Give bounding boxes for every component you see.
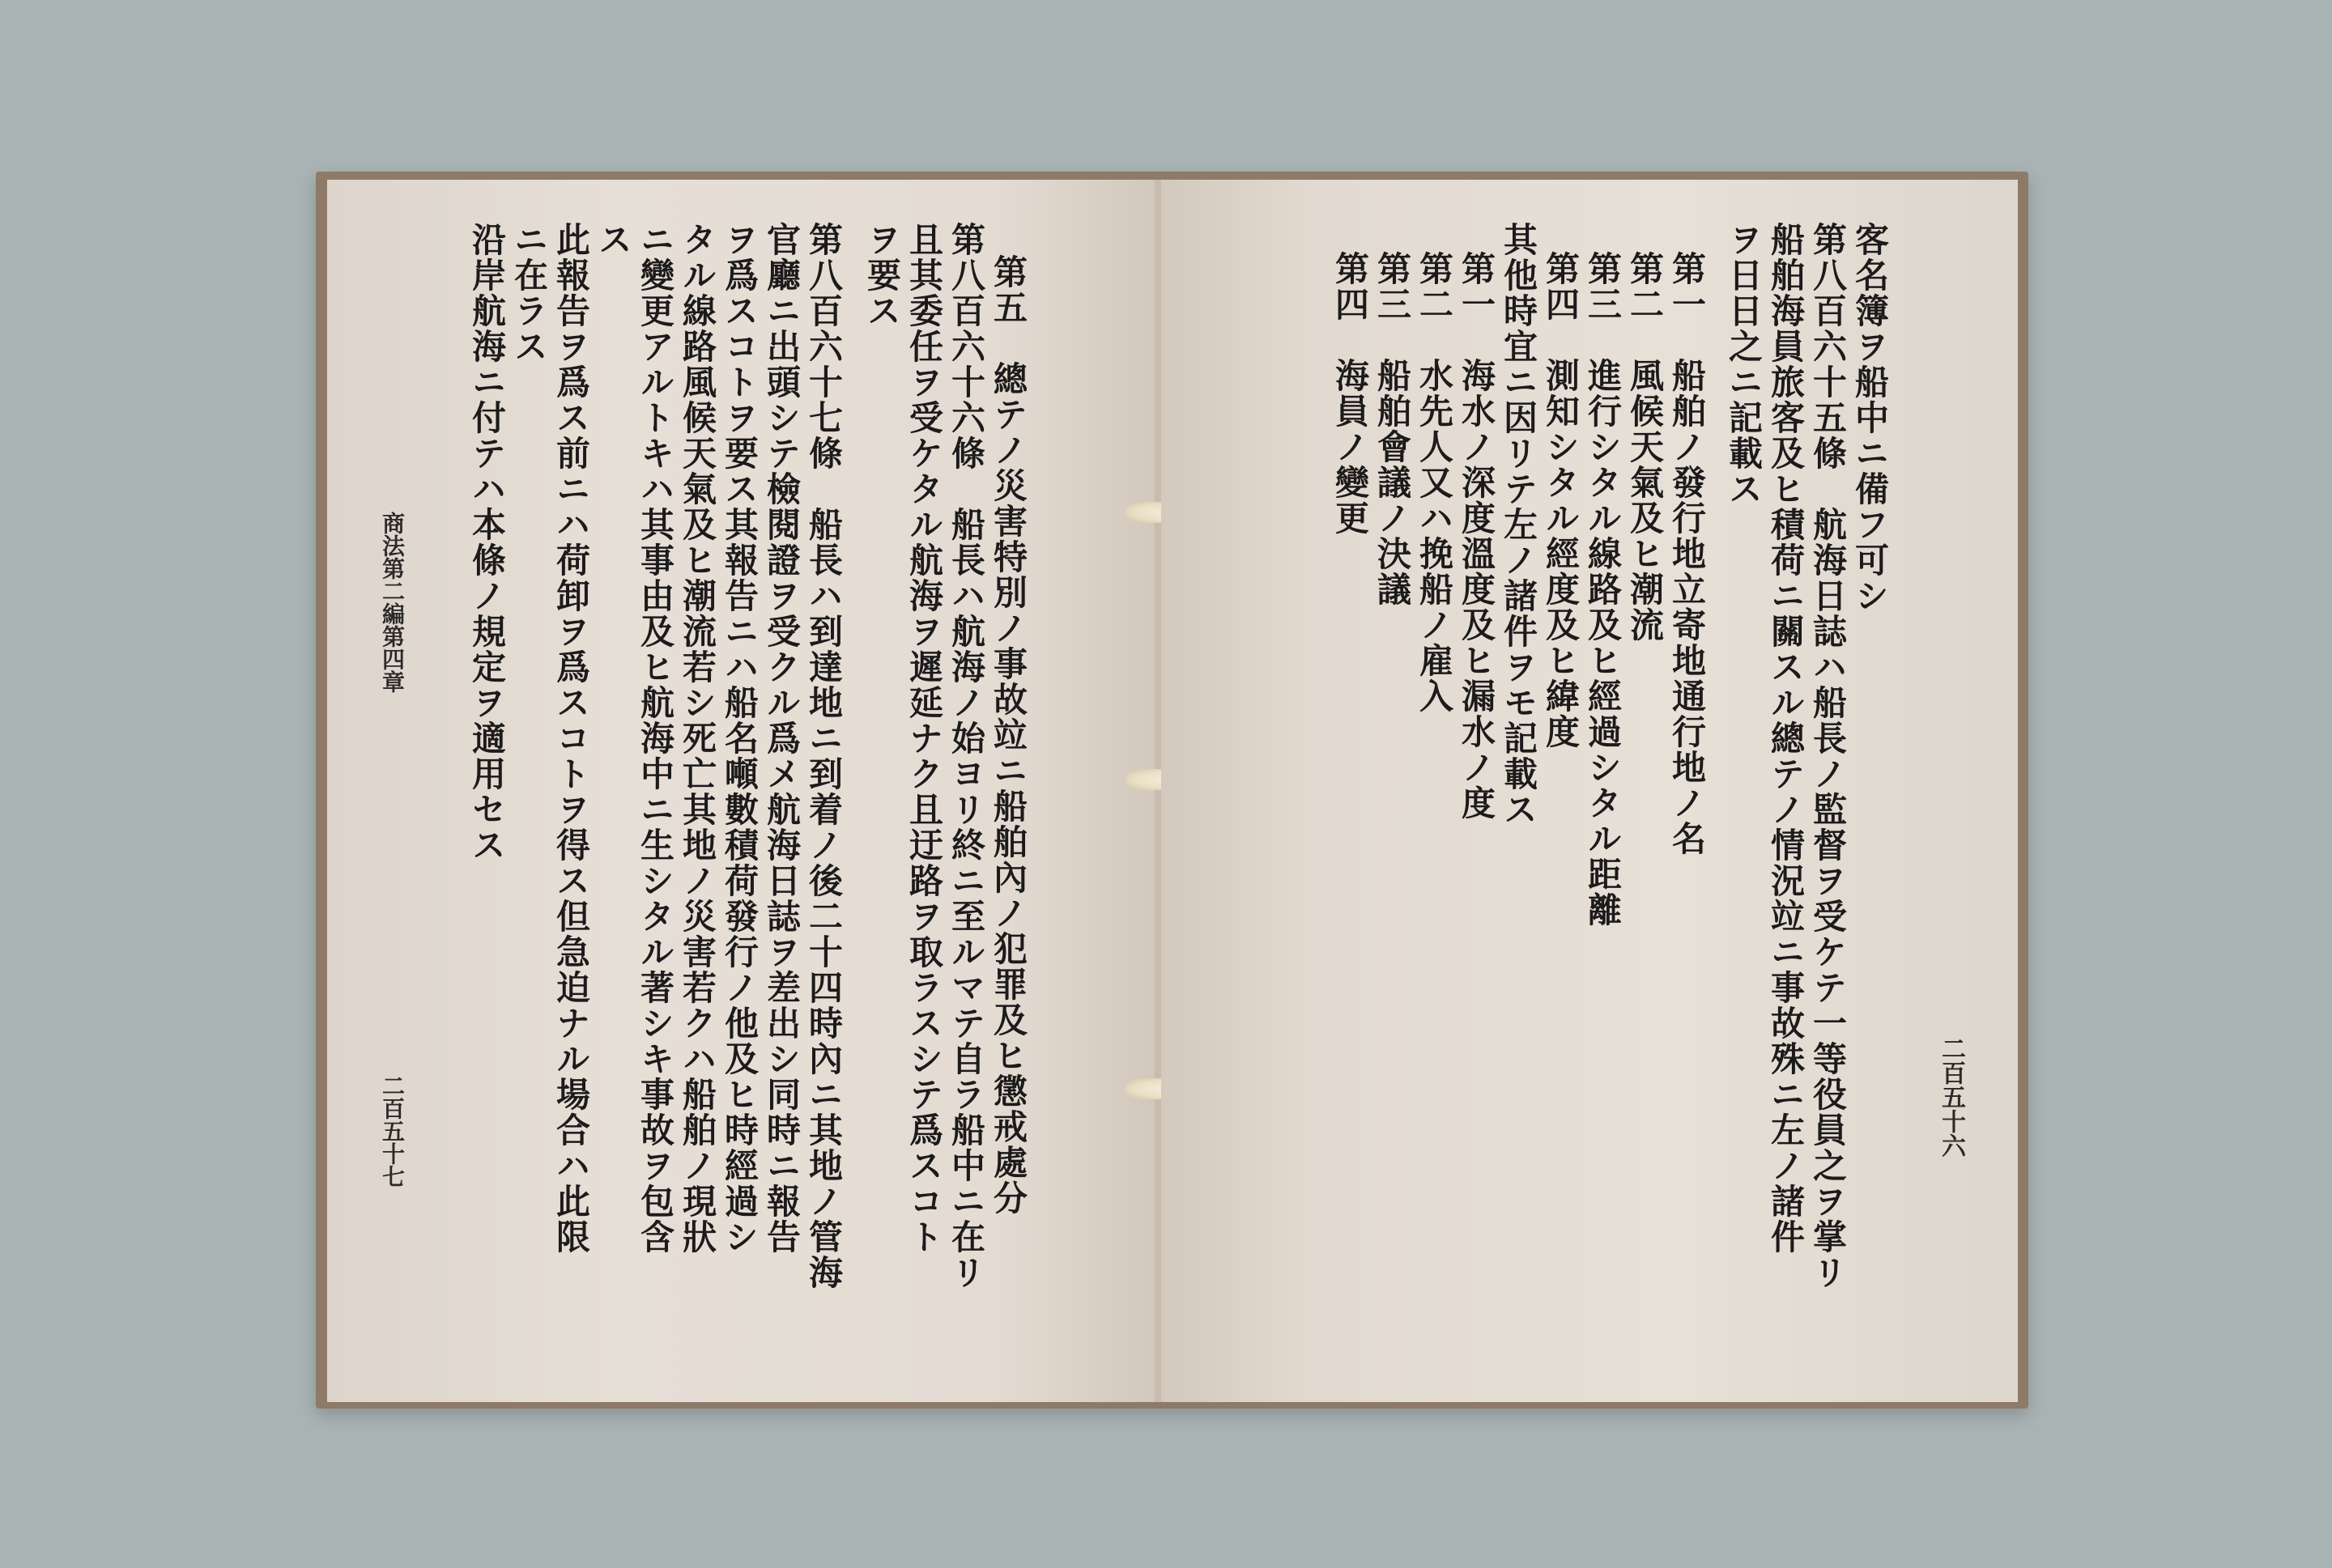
- right-col-5: 第一 船舶ノ發行地立寄地通行地ノ名: [1667, 251, 1707, 856]
- left-col-1: 第五 總テノ災害特別ノ事故竝ニ船舶內ノ犯罪及ヒ懲戒處分: [989, 254, 1028, 1216]
- left-col-3: 且其委任ヲ受ケタル航海ヲ遲延ナク且迂路ヲ取ラスシテ爲スコト: [904, 222, 944, 1255]
- right-col-7: 第三 進行シタル線路及ヒ經過シタル距離: [1583, 251, 1623, 928]
- right-col-6: 第二 風候天氣及ヒ潮流: [1625, 251, 1665, 643]
- left-col-2: 第八百六十六條 船長ハ航海ノ始ヨリ終ニ至ルマテ自ラ船中ニ在リ: [947, 222, 986, 1290]
- left-col-13: 沿岸航海ニ付テハ本條ノ規定ヲ適用セス: [467, 222, 507, 863]
- right-col-1: 客名簿ヲ船中ニ備フ可シ: [1850, 222, 1890, 614]
- right-page-number: 二百五十六: [1937, 1036, 1965, 1158]
- left-col-10: ス: [594, 222, 633, 257]
- left-col-9: ニ變更アルトキハ其事由及ヒ航海中ニ生シタル著シキ事故ヲ包含: [636, 222, 675, 1255]
- left-col-11: 此報告ヲ爲ス前ニハ荷卸ヲ爲スコトヲ得ス但急迫ナル場合ハ此限: [551, 222, 591, 1255]
- left-col-8: タル線路風候天氣及ヒ潮流若シ死亡其地ノ災害若クハ船舶ノ現狀: [678, 222, 717, 1255]
- left-col-4: ヲ要ス: [862, 222, 902, 329]
- show-through-left: [831, 390, 863, 746]
- open-book: [316, 172, 2028, 1409]
- book-spine: [1155, 180, 1161, 1402]
- left-col-7: ヲ爲スコトヲ要ス其報告ニハ船名噸數積荷發行ノ他及ヒ時經過シ: [720, 222, 760, 1255]
- right-col-2: 第八百六十五條 航海日誌ハ船長ノ監督ヲ受ケテ一等役員之ヲ掌リ: [1808, 222, 1848, 1290]
- left-col-6: 官廳ニ出頭シテ檢閱證ヲ受クル爲メ航海日誌ヲ差出シ同時ニ報告: [762, 222, 802, 1255]
- left-page-number: 二百五十七: [379, 1074, 406, 1188]
- right-page: [1161, 180, 2018, 1402]
- right-col-10: 第一 海水ノ深度溫度及ヒ漏水ノ度: [1457, 251, 1496, 821]
- right-col-9: 其他時宜ニ因リテ左ノ諸件ヲモ記載ス: [1499, 222, 1538, 827]
- right-col-13: 第四 海員ノ變更: [1330, 251, 1370, 536]
- left-col-5: 第八百六十七條 船長ハ到達地ニ到着ノ後二十四時內ニ其地ノ管海: [804, 222, 844, 1290]
- right-col-3: 船舶海員旅客及ヒ積荷ニ關スル總テノ情況竝ニ事故殊ニ左ノ諸件: [1766, 222, 1806, 1255]
- right-col-8: 第四 測知シタル經度及ヒ緯度: [1541, 251, 1581, 750]
- right-col-12: 第三 船舶會議ノ決議: [1372, 251, 1412, 607]
- left-page: [327, 180, 1155, 1402]
- running-head: 商法第二編第四章: [379, 512, 406, 693]
- right-col-11: 第二 水先人又ハ挽船ノ雇入: [1415, 251, 1454, 714]
- left-col-12: ニ在ラス: [509, 222, 549, 364]
- right-col-4: ヲ日日之ニ記載ス: [1724, 222, 1764, 507]
